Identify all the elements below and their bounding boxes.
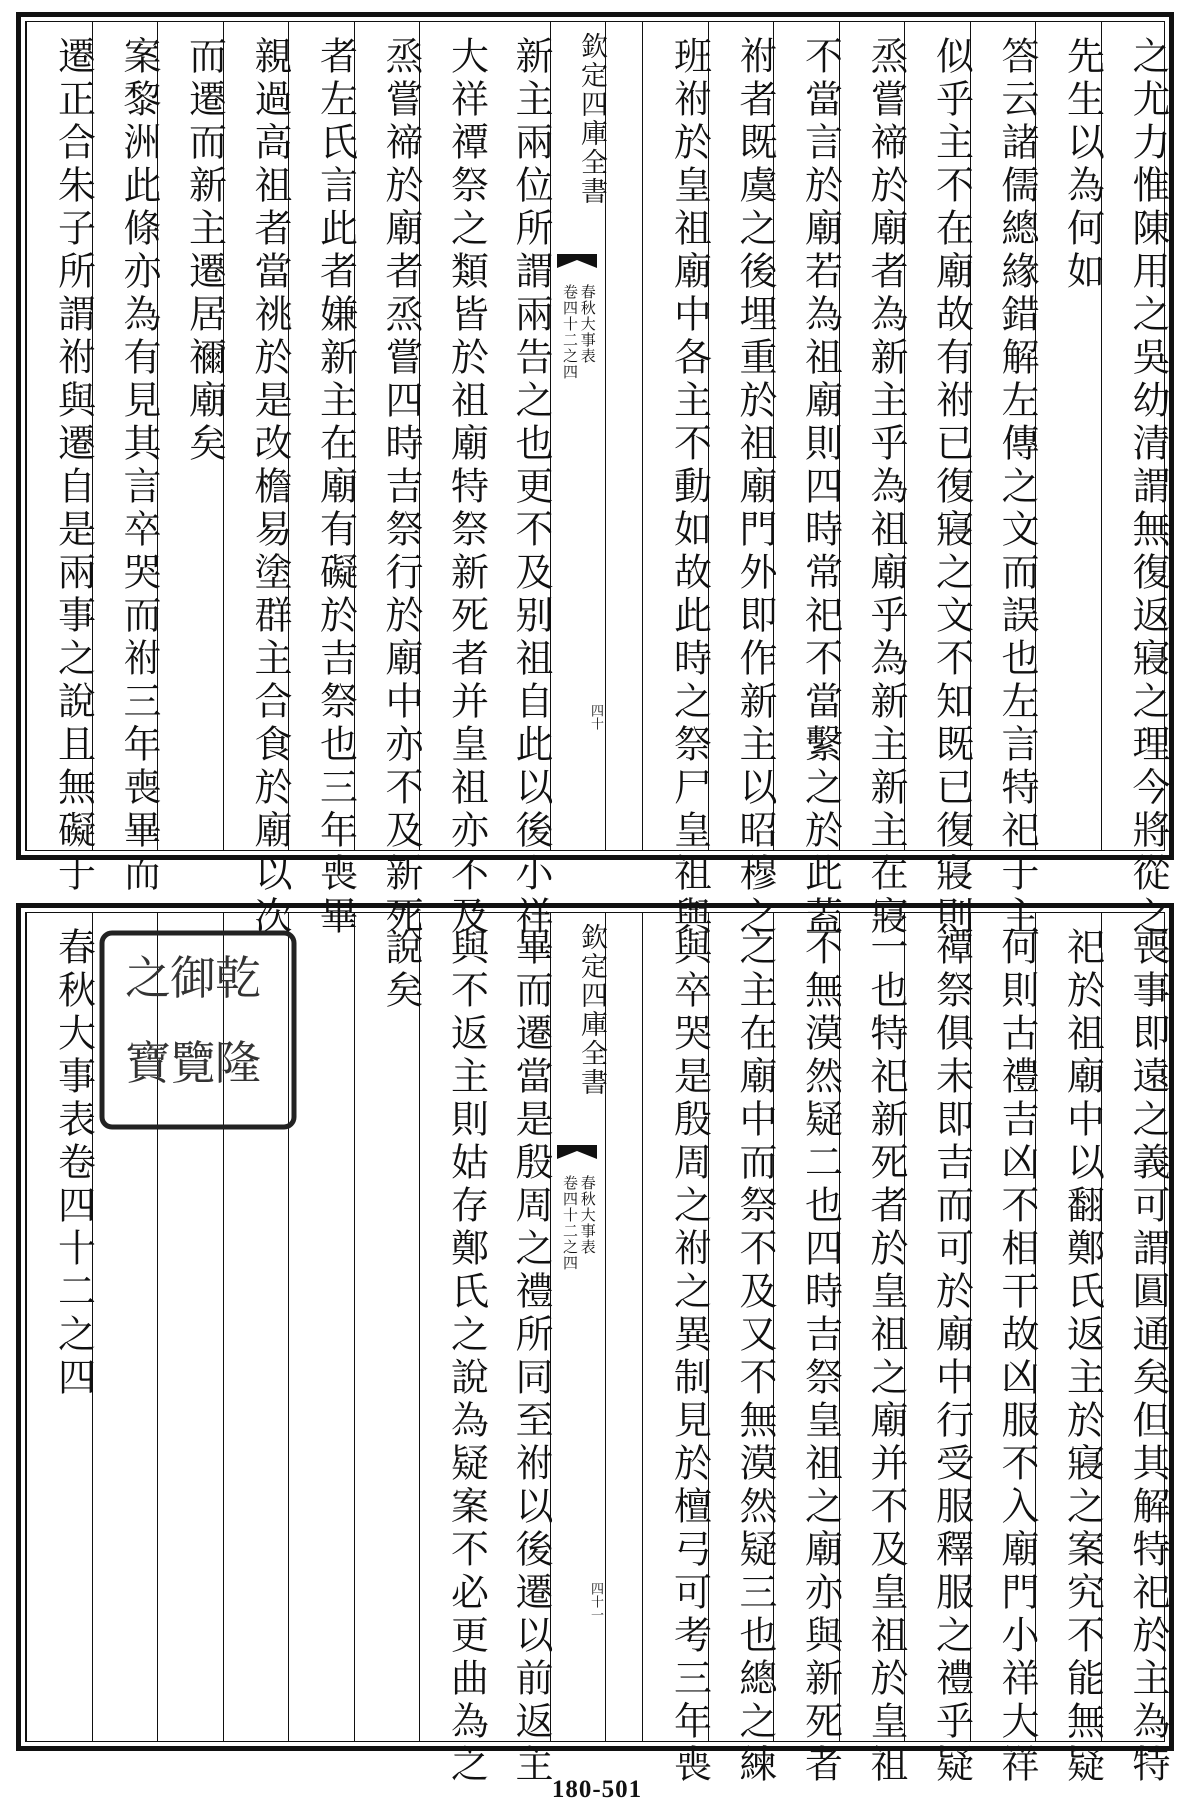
column-text: 畢而遷當是殷周之禮所同至祔以後遷以前返主 bbox=[509, 927, 553, 1787]
text-column bbox=[157, 22, 227, 850]
column-text: 遷正合朱子所謂祔與遷自是兩事之說且無礙于 bbox=[51, 36, 96, 896]
column-text: 而遷而新主遷居禰廟矣 bbox=[182, 36, 227, 466]
folio-number: 四十一 bbox=[588, 1582, 603, 1621]
text-column bbox=[839, 913, 908, 1787]
column-text: 不當言於廟若為祖廟則四時常祀不當繫之於此蓋 bbox=[798, 36, 843, 939]
page-number-footer: 180-501 bbox=[551, 1776, 643, 1803]
svg-text:覽: 覽 bbox=[169, 1036, 216, 1090]
text-column bbox=[354, 913, 421, 1741]
text-column bbox=[485, 22, 553, 939]
spine-volume bbox=[551, 1175, 605, 1271]
text-column bbox=[708, 913, 777, 1787]
column-text: 似乎主不在廟故有祔已復寢之文不知既已復寢則 bbox=[929, 36, 974, 939]
column-text: 祔者既虞之後埋重於祖廟門外即作新主以昭穆之 bbox=[733, 36, 777, 939]
column-text: 不無漠然疑二也四時吉祭皇祖之廟亦與新死者 bbox=[798, 927, 843, 1787]
text-column bbox=[1035, 22, 1105, 850]
text-column bbox=[288, 22, 358, 939]
column-text: 烝嘗禘於廟者為新主乎為祖廟乎為新主新主在寢 bbox=[864, 36, 908, 939]
column-text: 之主在廟中而祭不及又不無漠然疑三也總之練 bbox=[733, 927, 777, 1787]
text-column bbox=[904, 913, 974, 1787]
text-column bbox=[1035, 913, 1105, 1787]
text-column bbox=[839, 22, 908, 939]
svg-text:乾: 乾 bbox=[214, 951, 261, 1005]
fishtail-mark-icon bbox=[557, 254, 597, 276]
svg-text:之: 之 bbox=[124, 951, 171, 1005]
text-column bbox=[970, 913, 1039, 1787]
column-text: 先生以為何如 bbox=[1060, 36, 1105, 294]
column-text: 一也特祀新死者於皇祖之廟并不及皇祖於皇祖 bbox=[864, 927, 908, 1787]
spine-title: 欽定四庫全書 bbox=[576, 923, 607, 1097]
column-text: 案黎洲此條亦為有見其言卒哭而祔三年喪畢而 bbox=[117, 36, 161, 896]
page-frame bbox=[25, 21, 1170, 939]
spine-volume bbox=[551, 284, 605, 380]
text-column bbox=[419, 913, 489, 1787]
column-text: 新主兩位所謂兩告之也更不及别祖自此以後小祥 bbox=[509, 36, 553, 939]
center-spine bbox=[550, 913, 606, 1741]
text-column bbox=[642, 22, 712, 939]
spine-volume-line: 春秋大事表 bbox=[578, 1175, 597, 1255]
text-column bbox=[970, 22, 1039, 939]
column-text: 之尤力惟陳用之吳幼清謂無復返寢之理今將從之 bbox=[1126, 36, 1170, 939]
column-text: 何則古禮吉凶不相干故凶服不入廟門小祥大祥 bbox=[995, 927, 1039, 1787]
text-column bbox=[288, 913, 355, 1741]
text-column bbox=[773, 913, 843, 1787]
column-text: 祀於祖廟中以翻鄭氏返主於寢之案究不能無疑 bbox=[1060, 927, 1105, 1787]
fishtail-mark-icon bbox=[557, 1145, 597, 1167]
spine-volume-line: 春秋大事表 bbox=[578, 284, 597, 364]
svg-text:寶: 寶 bbox=[124, 1036, 171, 1090]
text-column bbox=[773, 22, 843, 939]
folio-number: 四十 bbox=[588, 704, 603, 730]
column-text: 禫祭俱未即吉而可於廟中行受服釋服之禮乎疑 bbox=[929, 927, 974, 1787]
spine-title: 欽定四庫全書 bbox=[576, 32, 607, 206]
upper-page bbox=[16, 12, 1174, 939]
column-text: 者左氏言此者嫌新主在廟有礙於吉祭也三年喪畢 bbox=[313, 36, 358, 939]
text-column bbox=[354, 22, 423, 939]
column-text: 烝嘗禘於廟者烝嘗四時吉祭行於廟中亦不及新死 bbox=[379, 36, 423, 939]
svg-text:御: 御 bbox=[169, 951, 216, 1005]
text-column bbox=[26, 913, 96, 1741]
text-column bbox=[904, 22, 974, 939]
imperial-seal-stamp bbox=[98, 929, 298, 1131]
text-column bbox=[1101, 22, 1170, 939]
column-text: 與卒哭是殷周之祔之異制見於檀弓可考三年喪 bbox=[667, 927, 712, 1787]
text-column bbox=[485, 913, 553, 1787]
text-column bbox=[1101, 913, 1170, 1787]
text-column bbox=[708, 22, 777, 939]
text-column bbox=[642, 913, 712, 1787]
column-text: 答云諸儒總緣錯解左傳之文而誤也左言特祀于主 bbox=[995, 36, 1039, 939]
text-column bbox=[223, 22, 292, 939]
column-text: 班祔於皇祖廟中各主不動如故此時之祭尸皇祖與 bbox=[667, 36, 712, 939]
page-frame bbox=[25, 912, 1170, 1787]
column-text: 說矣 bbox=[379, 927, 423, 1013]
column-text: 喪事即遠之義可謂圓通矣但其解特祀於主為特 bbox=[1126, 927, 1170, 1787]
column-text: 大祥禫祭之類皆於祖廟特祭新死者并皇祖亦不及 bbox=[444, 36, 489, 939]
text-column bbox=[419, 22, 489, 939]
column-text: 與不返主則姑存鄭氏之說為疑案不必更曲為之 bbox=[444, 927, 489, 1787]
column-text: 親過高祖者當祧於是改檐易塗群主合食於廟以次 bbox=[248, 36, 292, 939]
column-text: 春秋大事表卷四十二之四 bbox=[51, 927, 96, 1400]
lower-page bbox=[16, 903, 1174, 1787]
center-spine bbox=[550, 22, 606, 850]
text-column bbox=[26, 22, 96, 896]
svg-text:隆: 隆 bbox=[214, 1036, 261, 1090]
spine-volume-line: 卷四十二之四 bbox=[561, 1175, 579, 1271]
text-column bbox=[92, 22, 161, 896]
spine-volume-line: 卷四十二之四 bbox=[561, 284, 579, 380]
